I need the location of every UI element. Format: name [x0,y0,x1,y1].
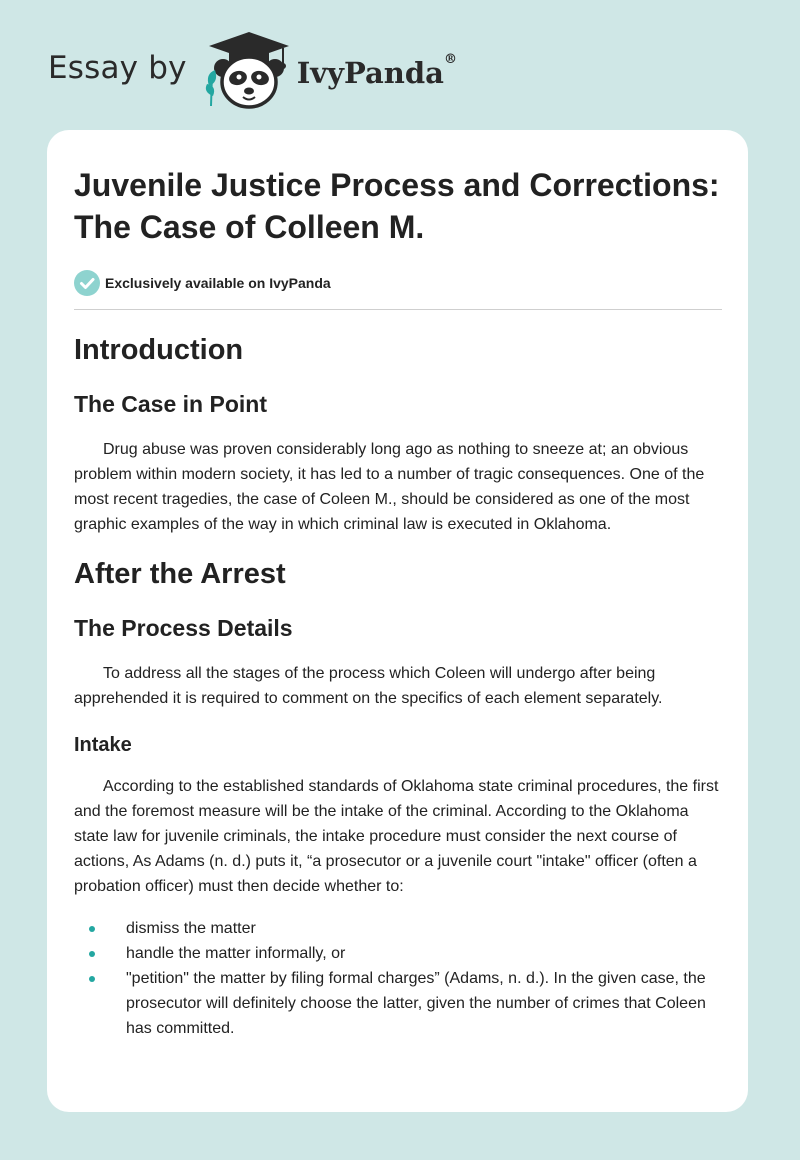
panda-logo-icon[interactable] [203,30,295,110]
subheading-intake: Intake [74,734,132,756]
title-divider [74,309,722,310]
bullet-dot-icon [89,976,95,982]
paragraph-intake: According to the established standards of Oklahoma state criminal procedures, the first and the foremost measure will be the intake of the criminal. According to the Oklahoma state law for juvenile criminals, the intake procedure must consider the next course of actions, As Adams (n. d.) puts it, “a prosecutor or a juvenile court "intake" officer (often a probation officer) must then decide whether to: [74,778,719,895]
section-heading-after-arrest: After the Arrest [74,558,286,590]
list-item [74,916,722,941]
subheading-case-in-point: The Case in Point [74,391,267,417]
page-title: Juvenile Justice Process and Corrections: The Case of Colleen M. [74,167,720,245]
list-item [74,966,722,1041]
intake-options-list [74,916,722,1041]
brand-prefix: Essay by [48,50,187,86]
exclusive-badge [74,268,722,298]
bullet-dot-icon [89,951,95,957]
list-item [74,941,722,966]
exclusive-label: Exclusively available on IvyPanda [105,275,331,291]
brand-name[interactable]: IvyPanda® [296,52,457,90]
list-item-text: dismiss the matter [126,920,256,937]
registered-mark: ® [443,52,457,67]
essay-card [47,130,748,1112]
site-header [48,30,457,110]
list-item-text: handle the matter informally, or [126,945,346,962]
check-circle-icon [74,270,100,296]
section-heading-introduction: Introduction [74,334,244,366]
paragraph-case-in-point: Drug abuse was proven considerably long ago as nothing to sneeze at; an obvious problem within modern society, it has led to a number of tragic consequences. One of the most recent tragedies, the case of Coleen M., should be considered as one of the most graphic examples of the way in which criminal law is executed in Oklahoma. [74,441,705,533]
subheading-process-details: The Process Details [74,615,293,641]
list-item-text: "petition" the matter by filing formal charges” (Adams, n. d.). In the given case, the prosecutor will definitely choose the latter, given the number of crimes that Coleen has committed. [126,970,706,1037]
bullet-dot-icon [89,926,95,932]
paragraph-process-details: To address all the stages of the process which Coleen will undergo after being apprehended it is required to comment on the specifics of each element separately. [74,665,663,707]
